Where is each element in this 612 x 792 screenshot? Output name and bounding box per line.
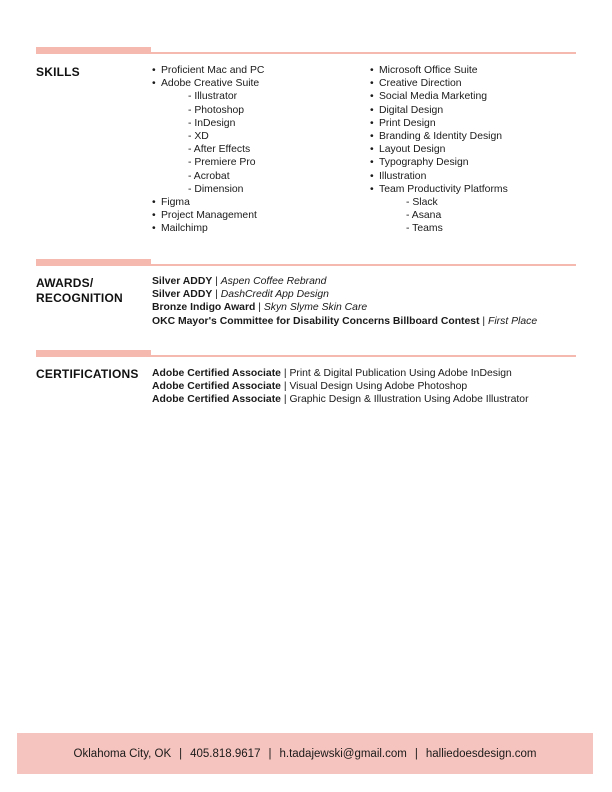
award-separator: |: [255, 302, 264, 314]
certification-entry: [152, 380, 529, 393]
skill-label: Mailchimp: [161, 223, 208, 235]
skill-label: Print Design: [379, 117, 436, 129]
skill-label: Proficient Mac and PC: [161, 65, 265, 76]
skill-sub-item: - InDesign: [188, 117, 236, 129]
bullet-icon: •: [370, 65, 374, 76]
skill-item: [152, 222, 264, 235]
award-name: Silver ADDY: [152, 289, 213, 301]
certification-separator: |: [280, 381, 290, 393]
certification-name: Adobe Certified Associate: [152, 368, 281, 379]
award-separator: |: [212, 276, 221, 287]
skill-label: Social Media Marketing: [379, 91, 487, 103]
footer-email[interactable]: h.tadajewski@gmail.com: [279, 747, 407, 760]
award-entry: [152, 275, 537, 288]
skill-item: [370, 64, 508, 77]
awards-title-line1: AWARDS/: [36, 276, 94, 290]
certification-entry: [152, 367, 529, 380]
certification-separator: |: [280, 368, 290, 379]
certification-name: Adobe Certified Associate: [152, 394, 281, 406]
bullet-icon: •: [370, 183, 374, 195]
certification-detail: Visual Design Using Adobe Photoshop: [289, 381, 468, 393]
skills-title: SKILLS: [36, 65, 80, 79]
awards-title: [36, 276, 123, 306]
certification-name: Adobe Certified Associate: [152, 381, 281, 393]
skill-sub-item: - Teams: [406, 223, 443, 235]
skill-item: [152, 77, 264, 90]
bullet-icon: •: [370, 157, 374, 169]
skill-item: [370, 156, 508, 169]
certification-detail: Print & Digital Publication Using Adobe InDesign: [289, 368, 512, 379]
award-project: DashCredit App Design: [220, 289, 329, 301]
skill-sub-item: - Photoshop: [188, 104, 245, 116]
bullet-icon: •: [370, 91, 374, 103]
certification-separator: |: [280, 394, 290, 406]
skill-label: Team Productivity Platforms: [379, 183, 508, 195]
skill-sub-item: - XD: [188, 131, 209, 143]
footer-separator: |: [179, 747, 183, 760]
skill-item: [370, 117, 508, 130]
skill-label: Figma: [161, 197, 190, 209]
award-project: Skyn Slyme Skin Care: [263, 302, 368, 314]
award-name: OKC Mayor's Committee for Disability Concerns Billboard Contest: [152, 315, 480, 327]
skill-label: Microsoft Office Suite: [379, 65, 478, 76]
skill-item: [370, 170, 508, 183]
bullet-icon: •: [370, 104, 374, 116]
skill-item: [370, 90, 508, 103]
bullet-icon: •: [152, 210, 156, 222]
bullet-icon: •: [370, 78, 374, 90]
skill-item: [370, 183, 508, 196]
skills-right-column: [370, 64, 508, 236]
footer-website[interactable]: halliedoesdesign.com: [425, 747, 537, 760]
skill-label: Project Management: [161, 210, 257, 222]
skill-label: Illustration: [379, 170, 427, 182]
certifications-list: [152, 367, 529, 407]
bullet-icon: •: [152, 223, 156, 235]
skill-label: Branding & Identity Design: [379, 131, 503, 143]
skill-sub-item: - Asana: [406, 210, 442, 222]
skill-sub-item: - Acrobat: [188, 170, 230, 182]
skills-left-column: [152, 64, 264, 236]
skill-sub-item: - Illustrator: [188, 91, 238, 103]
award-project: Aspen Coffee Rebrand: [220, 276, 327, 287]
certifications-title: CERTIFICATIONS: [36, 367, 139, 381]
bullet-icon: •: [152, 78, 156, 90]
skills-divider: [36, 52, 576, 54]
footer-location: Oklahoma City, OK: [73, 747, 172, 760]
awards-list: [152, 275, 537, 328]
bullet-icon: •: [152, 197, 156, 209]
bullet-icon: •: [152, 65, 156, 76]
skill-sub-item: - Slack: [406, 197, 438, 209]
skill-label: Digital Design: [379, 104, 444, 116]
skill-label: Creative Direction: [379, 78, 462, 90]
certification-detail: Graphic Design & Illustration Using Adobe Illustrator: [289, 394, 529, 406]
bullet-icon: •: [370, 117, 374, 129]
awards-title-line2: RECOGNITION: [36, 291, 123, 305]
award-entry: [152, 288, 537, 301]
bullet-icon: •: [370, 144, 374, 156]
award-project: First Place: [488, 315, 538, 327]
skill-sub-item: - Dimension: [188, 183, 244, 195]
skill-item: [370, 104, 508, 117]
footer-phone[interactable]: 405.818.9617: [190, 747, 261, 760]
skill-item: [152, 64, 264, 77]
skill-item: [152, 209, 264, 222]
skill-label: Typography Design: [379, 157, 469, 169]
award-separator: |: [479, 315, 489, 327]
skill-item: [370, 143, 508, 156]
skill-sub-item: - After Effects: [188, 144, 251, 156]
footer-separator: |: [414, 747, 418, 760]
award-name: Bronze Indigo Award: [152, 302, 256, 314]
skill-item: [370, 130, 508, 143]
skill-item: [152, 196, 264, 209]
footer-separator: |: [268, 747, 272, 760]
awards-divider: [36, 264, 576, 266]
award-entry: [152, 301, 537, 314]
skill-label: Layout Design: [379, 144, 446, 156]
certification-entry: [152, 393, 529, 406]
certifications-divider: [36, 355, 576, 357]
skill-sub-item: - Premiere Pro: [188, 157, 256, 169]
bullet-icon: •: [370, 170, 374, 182]
contact-footer: [17, 733, 593, 774]
award-separator: |: [212, 289, 221, 301]
skill-label: Adobe Creative Suite: [161, 78, 260, 90]
award-name: Silver ADDY: [152, 276, 213, 287]
skill-item: [370, 77, 508, 90]
bullet-icon: •: [370, 131, 374, 143]
award-entry: [152, 315, 537, 328]
